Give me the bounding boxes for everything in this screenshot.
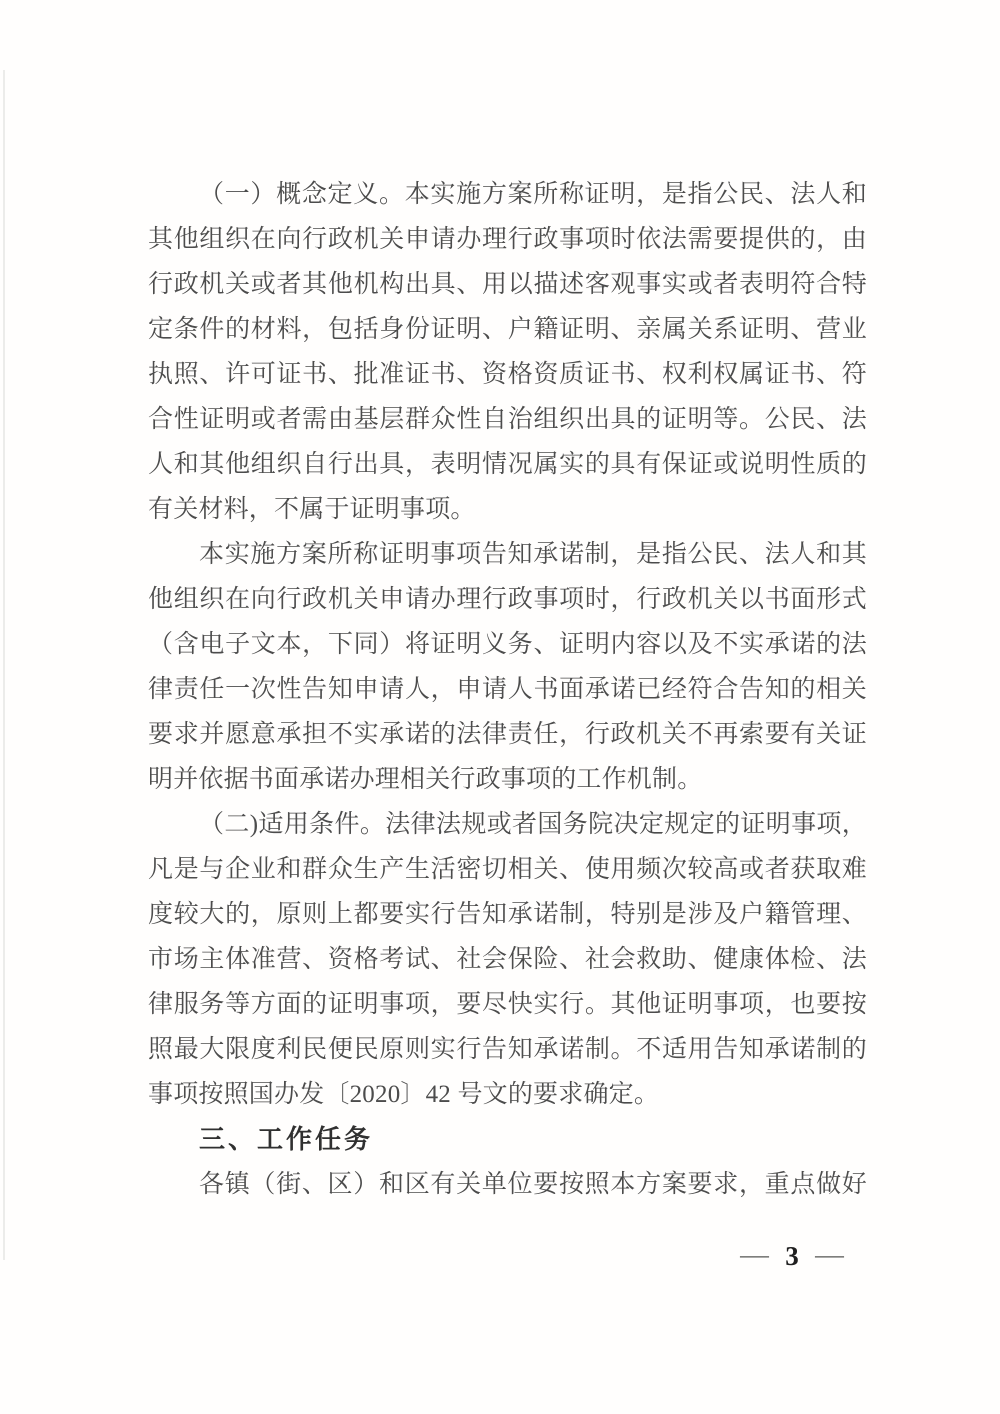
text-line: 定条件的材料，包括身份证明、户籍证明、亲属关系证明、营业	[148, 316, 867, 343]
footer-left-dash: —	[740, 1242, 769, 1269]
text-line: 有关材料，不属于证明事项。	[148, 496, 476, 523]
text-line: 度较大的，原则上都要实行告知承诺制，特别是涉及户籍管理、	[148, 901, 867, 928]
text-line: （含电子文本，下同）将证明义务、证明内容以及不实承诺的法	[148, 631, 867, 658]
text-line: 市场主体准营、资格考试、社会保险、社会救助、健康体检、法	[148, 946, 867, 973]
text-line: 他组织在向行政机关申请办理行政事项时，行政机关以书面形式	[148, 586, 867, 613]
text-line: 律责任一次性告知申请人，申请人书面承诺已经符合告知的相关	[148, 676, 867, 703]
footer-right-dash: —	[815, 1242, 844, 1269]
text-line: 律服务等方面的证明事项，要尽快实行。其他证明事项，也要按	[148, 991, 867, 1018]
text-line: 行政机关或者其他机构出具、用以描述客观事实或者表明符合特	[148, 271, 867, 298]
para-4-work-tasks-intro	[148, 1162, 867, 1207]
section-3-heading	[148, 1117, 867, 1162]
text-line: 合性证明或者需由基层群众性自治组织出具的证明等。公民、法	[148, 406, 867, 433]
text-line: （二)适用条件。法律法规或者国务院决定规定的证明事项，	[199, 811, 867, 838]
text-line: 各镇（街、区）和区有关单位要按照本方案要求，重点做好	[199, 1171, 867, 1198]
text-line: 凡是与企业和群众生产生活密切相关、使用频次较高或者获取难	[148, 856, 867, 883]
text-line: 其他组织在向行政机关申请办理行政事项时依法需要提供的，由	[148, 226, 867, 253]
text-line: 明并依据书面承诺办理相关行政事项的工作机制。	[148, 766, 703, 793]
document-body	[148, 172, 867, 1207]
text-line: 执照、许可证书、批准证书、资格资质证书、权利权属证书、符	[148, 361, 867, 388]
para-1-concept-definition	[148, 172, 867, 532]
para-2-commitment-system-definition	[148, 532, 867, 802]
text-line: 要求并愿意承担不实承诺的法律责任，行政机关不再索要有关证	[148, 721, 867, 748]
text-line: 事项按照国办发〔2020〕42 号文的要求确定。	[148, 1081, 660, 1108]
section-heading: 三、工作任务	[199, 1124, 374, 1154]
text-line: 人和其他组织自行出具，表明情况属实的具有保证或说明性质的	[148, 451, 867, 478]
text-line: 本实施方案所称证明事项告知承诺制，是指公民、法人和其	[199, 541, 867, 568]
page-footer	[742, 1238, 842, 1274]
text-line: （一）概念定义。本实施方案所称证明，是指公民、法人和	[199, 181, 867, 208]
scan-edge-artifact	[3, 70, 5, 1260]
page-number: 3	[785, 1240, 799, 1271]
para-3-applicable-conditions	[148, 802, 867, 1117]
text-line: 照最大限度利民便民原则实行告知承诺制。不适用告知承诺制的	[148, 1036, 867, 1063]
